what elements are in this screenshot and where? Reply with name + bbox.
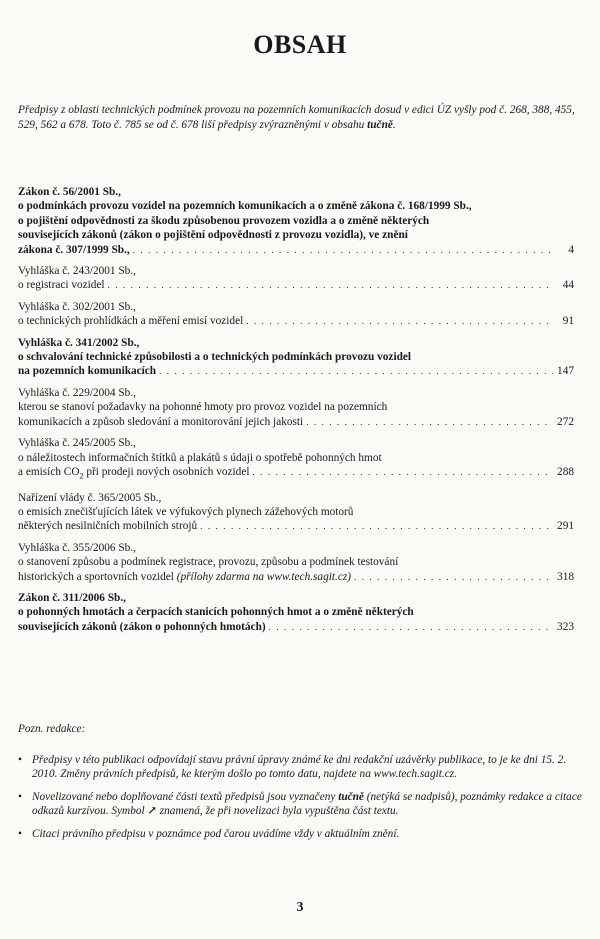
toc-page-number: 44 bbox=[562, 279, 574, 292]
leader-dots bbox=[354, 570, 553, 584]
leader-dots bbox=[252, 465, 553, 479]
toc-entry-head: Zákon č. 56/2001 Sb., bbox=[18, 186, 121, 198]
toc-entry bbox=[18, 185, 574, 257]
editorial-notes bbox=[18, 722, 584, 849]
leader-dots bbox=[108, 278, 553, 292]
toc-entry-line bbox=[18, 570, 351, 584]
leader-dots bbox=[269, 620, 553, 634]
leader-dots bbox=[133, 243, 553, 257]
page-number: 3 bbox=[296, 900, 304, 915]
toc-entry bbox=[18, 491, 574, 534]
toc-entry-line: kterou se stanoví požadavky na pohonné hmoty pro provoz vozidel na pozemních bbox=[18, 401, 388, 414]
toc-entry-head: Vyhláška č. 341/2002 Sb., bbox=[18, 336, 140, 349]
toc-page-number: 272 bbox=[557, 415, 574, 428]
toc-page-number: 4 bbox=[568, 243, 574, 256]
toc-subscript: 2 bbox=[79, 471, 84, 481]
toc-text: při prodeji nových osobních vozidel bbox=[83, 465, 250, 478]
toc-entry-line: zákona č. 307/1999 Sb., bbox=[18, 243, 130, 256]
bullet-icon: • bbox=[18, 790, 22, 803]
toc-page-number: 288 bbox=[557, 465, 574, 478]
note-text: znamená, že při novelizaci byla vypuštěna část textu. bbox=[156, 805, 399, 817]
toc-entry-head: Vyhláška č. 302/2001 Sb., bbox=[18, 300, 136, 313]
toc-entry-head: Vyhláška č. 229/2004 Sb., bbox=[18, 386, 136, 399]
toc-entry-line: o registraci vozidel bbox=[18, 279, 105, 292]
leader-dots bbox=[200, 519, 553, 533]
toc-page-number: 323 bbox=[557, 620, 574, 633]
toc-entry-head: Zákon č. 311/2006 Sb., bbox=[18, 592, 126, 604]
intro-text: Předpisy z oblasti technických podmínek provozu na pozemních komunikacích dosud v edici ÚZ vyšly pod č. 268, 388, 455, 529, 562 a 678. Toto č. 785 se od č. 678 liší předpisy zvýrazněnými v obsahu bbox=[18, 104, 575, 131]
toc-entry-line bbox=[18, 465, 249, 484]
note-item bbox=[18, 790, 584, 819]
leader-dots bbox=[306, 415, 553, 429]
toc-text: historických a sportovních vozidel bbox=[18, 570, 177, 583]
toc-text: a emisích CO bbox=[18, 465, 80, 478]
notes-heading: Pozn. redakce: bbox=[18, 723, 86, 735]
toc-italic-note: (přílohy zdarma na www.tech.sagit.cz) bbox=[176, 570, 352, 583]
toc-page-number: 318 bbox=[557, 570, 574, 583]
toc-entry bbox=[18, 264, 574, 293]
note-text: Novelizované nebo doplňované části textů předpisů jsou vyznačeny bbox=[32, 790, 339, 803]
arrow-icon: ↗ bbox=[147, 805, 157, 817]
toc-entry bbox=[18, 386, 574, 429]
toc-entry-line: na pozemních komunikacích bbox=[18, 365, 157, 378]
toc-entry-head: Nařízení vlády č. 365/2005 Sb., bbox=[18, 491, 162, 504]
bullet-icon: • bbox=[18, 827, 22, 840]
toc-entry-line: o technických prohlídkách a měření emisí vozidel bbox=[18, 315, 244, 328]
toc-entry bbox=[18, 591, 574, 634]
note-item bbox=[18, 753, 584, 782]
toc-entry bbox=[18, 436, 574, 483]
leader-dots bbox=[159, 364, 553, 378]
toc-entry-line: o podmínkách provozu vozidel na pozemních komunikacích a o změně zákona č. 168/1999 Sb., bbox=[18, 200, 472, 213]
notes-list bbox=[18, 753, 584, 842]
toc-entry-line: o schvalování technické způsobilosti a o technických podmínkách provozu vozidel bbox=[18, 351, 412, 364]
toc-entry-head: Vyhláška č. 243/2001 Sb., bbox=[18, 265, 136, 278]
note-bold-word: tučně bbox=[338, 790, 364, 803]
note-item bbox=[18, 827, 584, 842]
page-title: OBSAH bbox=[253, 30, 347, 59]
toc-entry-line: souvisejících zákonů (zákon o pohonných hmotách) bbox=[18, 620, 266, 633]
table-of-contents bbox=[18, 185, 574, 641]
toc-entry bbox=[18, 541, 574, 584]
toc-entry-line: některých nesilničních mobilních strojů bbox=[18, 520, 198, 533]
toc-entry-head: Vyhláška č. 245/2005 Sb., bbox=[18, 437, 136, 450]
toc-entry-line: komunikacích a způsob sledování a monitorování jejich jakosti bbox=[18, 415, 304, 428]
toc-entry bbox=[18, 300, 574, 329]
note-text: Předpisy v této publikaci odpovídají stavu právní úpravy známé ke dni redakční uzávěrky publikace, to je ke dni 15. 2. 2010. Změny právních předpisů, ke kterým došlo po tomto datu, najdete na www.tech.sagit.cz. bbox=[32, 753, 567, 780]
toc-entry-head: Vyhláška č. 355/2006 Sb., bbox=[18, 541, 136, 554]
intro-end: . bbox=[392, 119, 396, 131]
toc-entry-line: o emisích znečišťujících látek ve výfukových plynech zážehových motorů bbox=[18, 505, 354, 518]
leader-dots bbox=[246, 314, 553, 328]
toc-entry bbox=[18, 336, 574, 379]
intro-paragraph bbox=[18, 103, 584, 133]
intro-bold-word: tučně bbox=[367, 119, 393, 131]
toc-entry-line: o stanovení způsobu a podmínek registrace, provozu, způsobu a podmínek testování bbox=[18, 556, 399, 569]
toc-page-number: 91 bbox=[562, 315, 574, 328]
toc-entry-line: o pojištění odpovědnosti za škodu způsobenou provozem vozidla a o změně některých bbox=[18, 214, 430, 227]
note-text: (netýká se nadpisů), poznámky redakce a citace odkazů kurzívou. Symbol bbox=[32, 790, 582, 817]
toc-page-number: 147 bbox=[557, 365, 574, 378]
bullet-icon: • bbox=[18, 753, 22, 766]
toc-entry-line: o náležitostech informačních štítků a plakátů s údaji o spotřebě pohonných hmot bbox=[18, 451, 382, 464]
toc-page-number: 291 bbox=[557, 520, 574, 533]
toc-entry-line: o pohonných hmotách a čerpacích stanicích pohonných hmot a o změně některých bbox=[18, 606, 414, 619]
note-text: Citaci právního předpisu v poznámce pod čarou uvádíme vždy v aktuálním znění. bbox=[32, 827, 400, 840]
toc-entry-line: souvisejících zákonů (zákon o pojištění odpovědnosti z provozu vozidla), ve znění bbox=[18, 229, 408, 242]
